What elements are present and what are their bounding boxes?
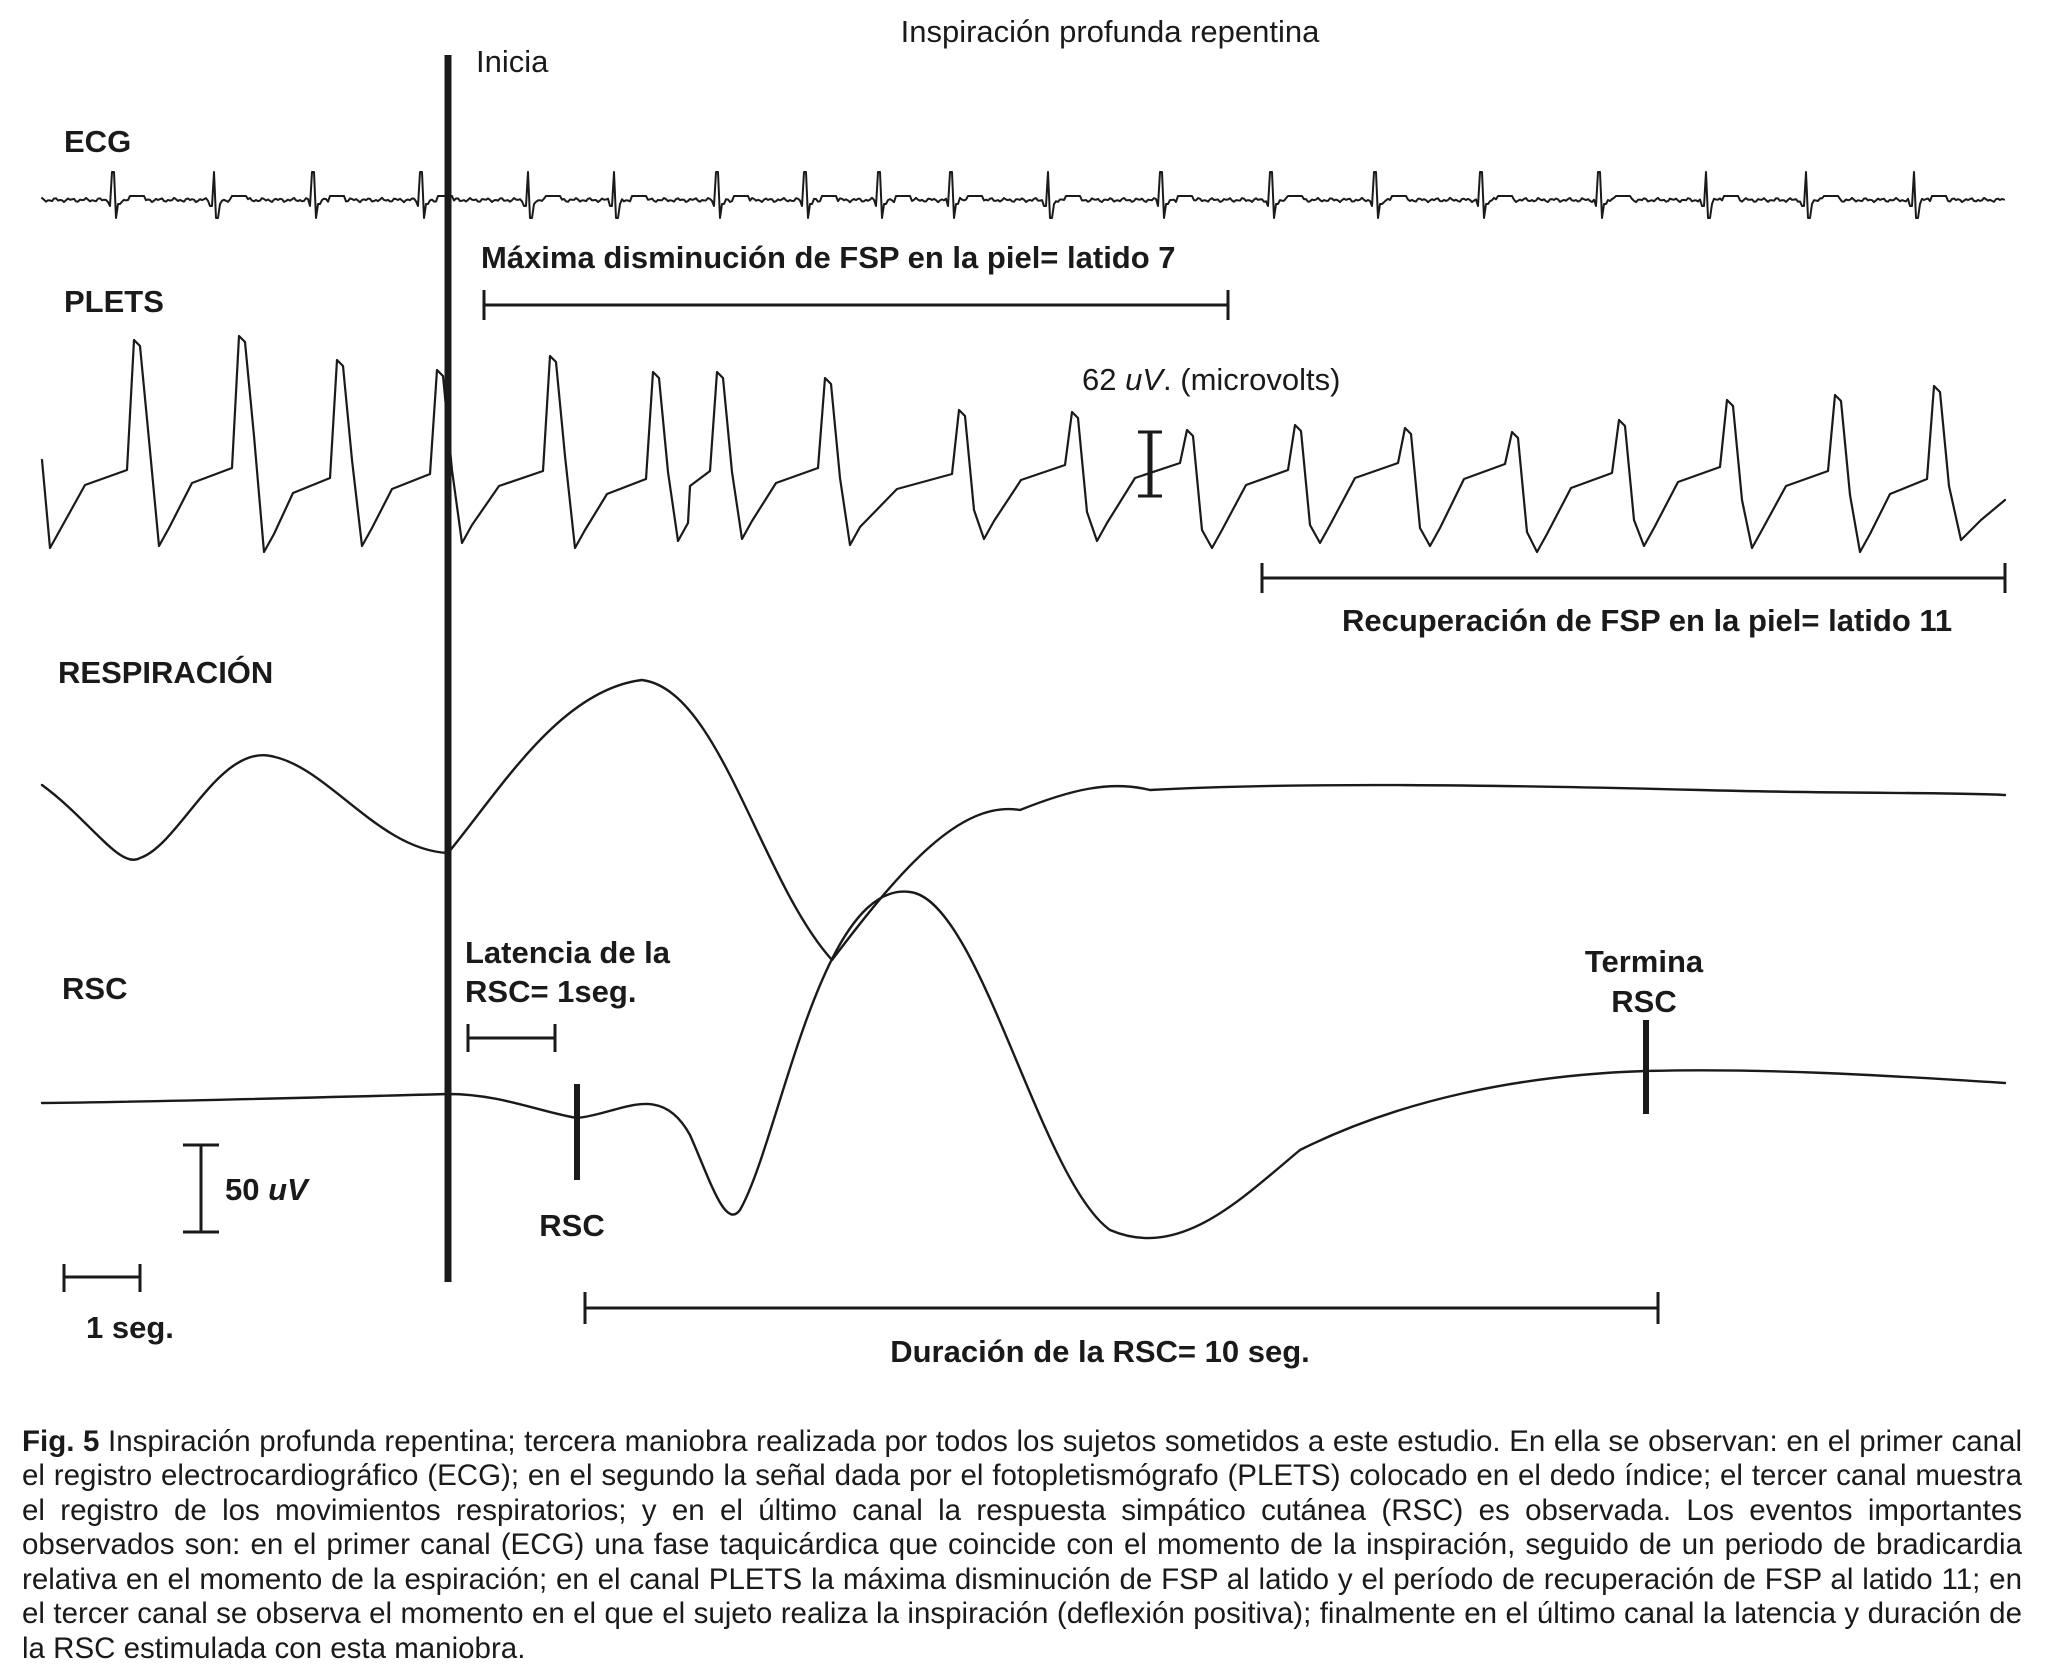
termina-label-line2: RSC [1611, 984, 1677, 1019]
duration-bracket [585, 1292, 1658, 1324]
duration-label: Duración de la RSC= 10 seg. [890, 1334, 1310, 1369]
respiration-trace [42, 680, 2005, 960]
caption-text: Inspiración profunda repentina; tercera maniobra realizada por todos los sujetos sometidos a este estudio. En ella se observan: en el primer canal el registro electrocardiográfico (ECG); en el segundo la señal dada por el fotopletismógrafo (PLETS) colocado en el dedo índice; el tercer canal muestra el registro de los movimientos respiratorios; y en el último canal la respuesta simpático cutánea (RSC) es observada. Los eventos importantes observados son: en el primer canal (ECG) una fase taquicárdica que coincide con el momento de la inspiración, seguido de un periodo de bradicardia relativa en el momento de la espiración; en el canal PLETS la máxima disminución de FSP al latido y el período de recuperación de FSP al latido 11; en el tercer canal se observa el momento en el que el sujeto realiza la inspiración (deflexión positiva); finalmente en el último canal la latencia y duración de la RSC estimulada con esta maniobra. [22, 1424, 2022, 1665]
max-decrease-label: Máxima disminución de FSP en la piel= latido 7 [481, 240, 1176, 275]
onset-label: Inicia [476, 44, 549, 79]
recovery-label: Recuperación de FSP en la piel= latido 11 [1342, 603, 1953, 638]
channel-label-ecg: ECG [64, 124, 132, 159]
latency-bracket [468, 1024, 555, 1052]
recovery-bracket [1262, 563, 2005, 593]
ecg-trace [42, 172, 2004, 218]
latency-label-line2: RSC= 1seg. [465, 974, 637, 1009]
time-scale-1seg [64, 1264, 140, 1292]
latency-label-line1: Latencia de la [465, 935, 671, 970]
channel-label-respiration: RESPIRACIÓN [58, 655, 274, 690]
max-decrease-bracket [484, 290, 1228, 320]
amplitude-scale-bar [1138, 432, 1162, 496]
figure-caption [22, 1425, 2022, 1667]
scale-amplitude-label: 50 uV [225, 1172, 308, 1207]
amplitude-scale-50uv [183, 1145, 219, 1232]
channel-label-plets: PLETS [64, 284, 164, 319]
rsc-onset-label: RSC [539, 1208, 605, 1243]
figure-title: Inspiración profunda repentina [900, 14, 1320, 49]
amplitude-label: 62 uV. (microvolts) [1082, 362, 1341, 397]
caption-label: Fig. 5 [22, 1424, 100, 1458]
termina-label-line1: Termina [1584, 944, 1704, 979]
rsc-trace [42, 892, 2005, 1238]
channel-label-rsc: RSC [62, 971, 128, 1006]
plets-trace [42, 336, 2005, 552]
scale-time-label: 1 seg. [86, 1310, 174, 1345]
